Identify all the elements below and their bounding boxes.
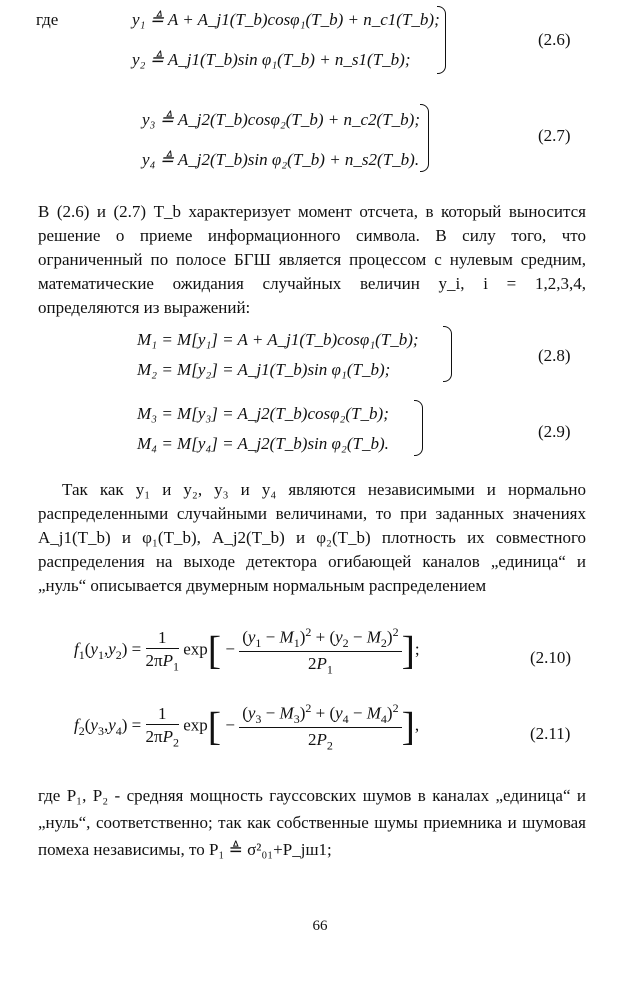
eq-2-9-brace	[414, 400, 423, 456]
paragraph-1	[38, 200, 586, 320]
eq-2-7-line-1: y₃ ≜ A_j2(T_b)cosφ₂(T_b) + n_c2(T_b);	[142, 110, 420, 129]
eq-2-10: $f_1(y_1,y_2)$ = $\frac{1}{2\pi P_1}$ exp[ − $\frac{(y_1 - M_1)^2 + (y_2 - M_2)^2}{2P_1}$ ];	[74, 625, 420, 677]
paragraph-2-text: Так как y₁ и y₂, y₃ и y₄ являются независимыми и нормально распределенными случайными величинами, то при заданных значениях A_j1(T_b) и φ₁(T_b), A_j2(T_b) и φ₂(T_b) плотность их совместного распределения на выходе детектора огибающей каналов „единица“ и „нуль“ описывается двумерным нормальным распределением	[38, 480, 586, 595]
eq-2-8-brace	[443, 326, 452, 382]
eq-2-7-number: (2.7)	[538, 126, 571, 145]
eq-2-11: $f_2(y_3,y_4)$ = $\frac{1}{2\pi P_2}$ exp[ − $\frac{(y_3 - M_3)^2 + (y_4 - M_4)^2}{2P_2}$ ],	[74, 701, 420, 753]
label-where: где	[36, 10, 59, 29]
eq-2-10-number: (2.10)	[530, 648, 572, 667]
eq-2-7-line-2: y₄ ≜ A_j2(T_b)sin φ₂(T_b) + n_s2(T_b).	[142, 150, 420, 169]
eq-2-6-number: (2.6)	[538, 30, 571, 49]
eq-2-11-number: (2.11)	[530, 724, 571, 743]
page-number: 66	[312, 918, 328, 934]
paragraph-1-text: В (2.6) и (2.7) T_b характеризует момент отсчета, в который выносится решение о приеме информационного символа. В силу того, что ограниченный по полосе БГШ является процессом с нулевым средним, математические ожидания случайных величин y_i, i = 1,2,3,4, определяются из выражений:	[38, 202, 586, 317]
eq-2-9-line-1: M₃ = M[y₃] = A_j2(T_b)cosφ₂(T_b);	[137, 404, 389, 423]
eq-2-7-brace	[420, 104, 429, 172]
eq-2-9-line-2: M₄ = M[y₄] = A_j2(T_b)sin φ₂(T_b).	[137, 434, 389, 453]
eq-2-8-number: (2.8)	[538, 346, 571, 365]
eq-2-8-line-1: M₁ = M[y₁] = A + A_j1(T_b)cosφ₁(T_b);	[137, 330, 419, 349]
eq-2-9-number: (2.9)	[538, 422, 571, 441]
eq-2-8-line-2: M₂ = M[y₂] = A_j1(T_b)sin φ₁(T_b);	[137, 360, 391, 379]
eq-2-6-brace	[437, 6, 446, 74]
eq-2-6-line-2: y₂ ≜ A_j1(T_b)sin φ₁(T_b) + n_s1(T_b);	[132, 50, 411, 69]
paragraph-3	[38, 782, 586, 863]
eq-2-6-line-1: y₁ ≜ A + A_j1(T_b)cosφ₁(T_b) + n_c1(T_b);	[132, 10, 440, 29]
paragraph-3-text: где P₁, P₂ - средняя мощность гауссовских шумов в каналах „единица“ и „нуль“, соответственно; так как собственные шумы приемника и шумовая помеха независимы, то P₁ ≜ σ²₀₁+P_jш1;	[38, 786, 586, 859]
paragraph-2	[38, 478, 586, 598]
